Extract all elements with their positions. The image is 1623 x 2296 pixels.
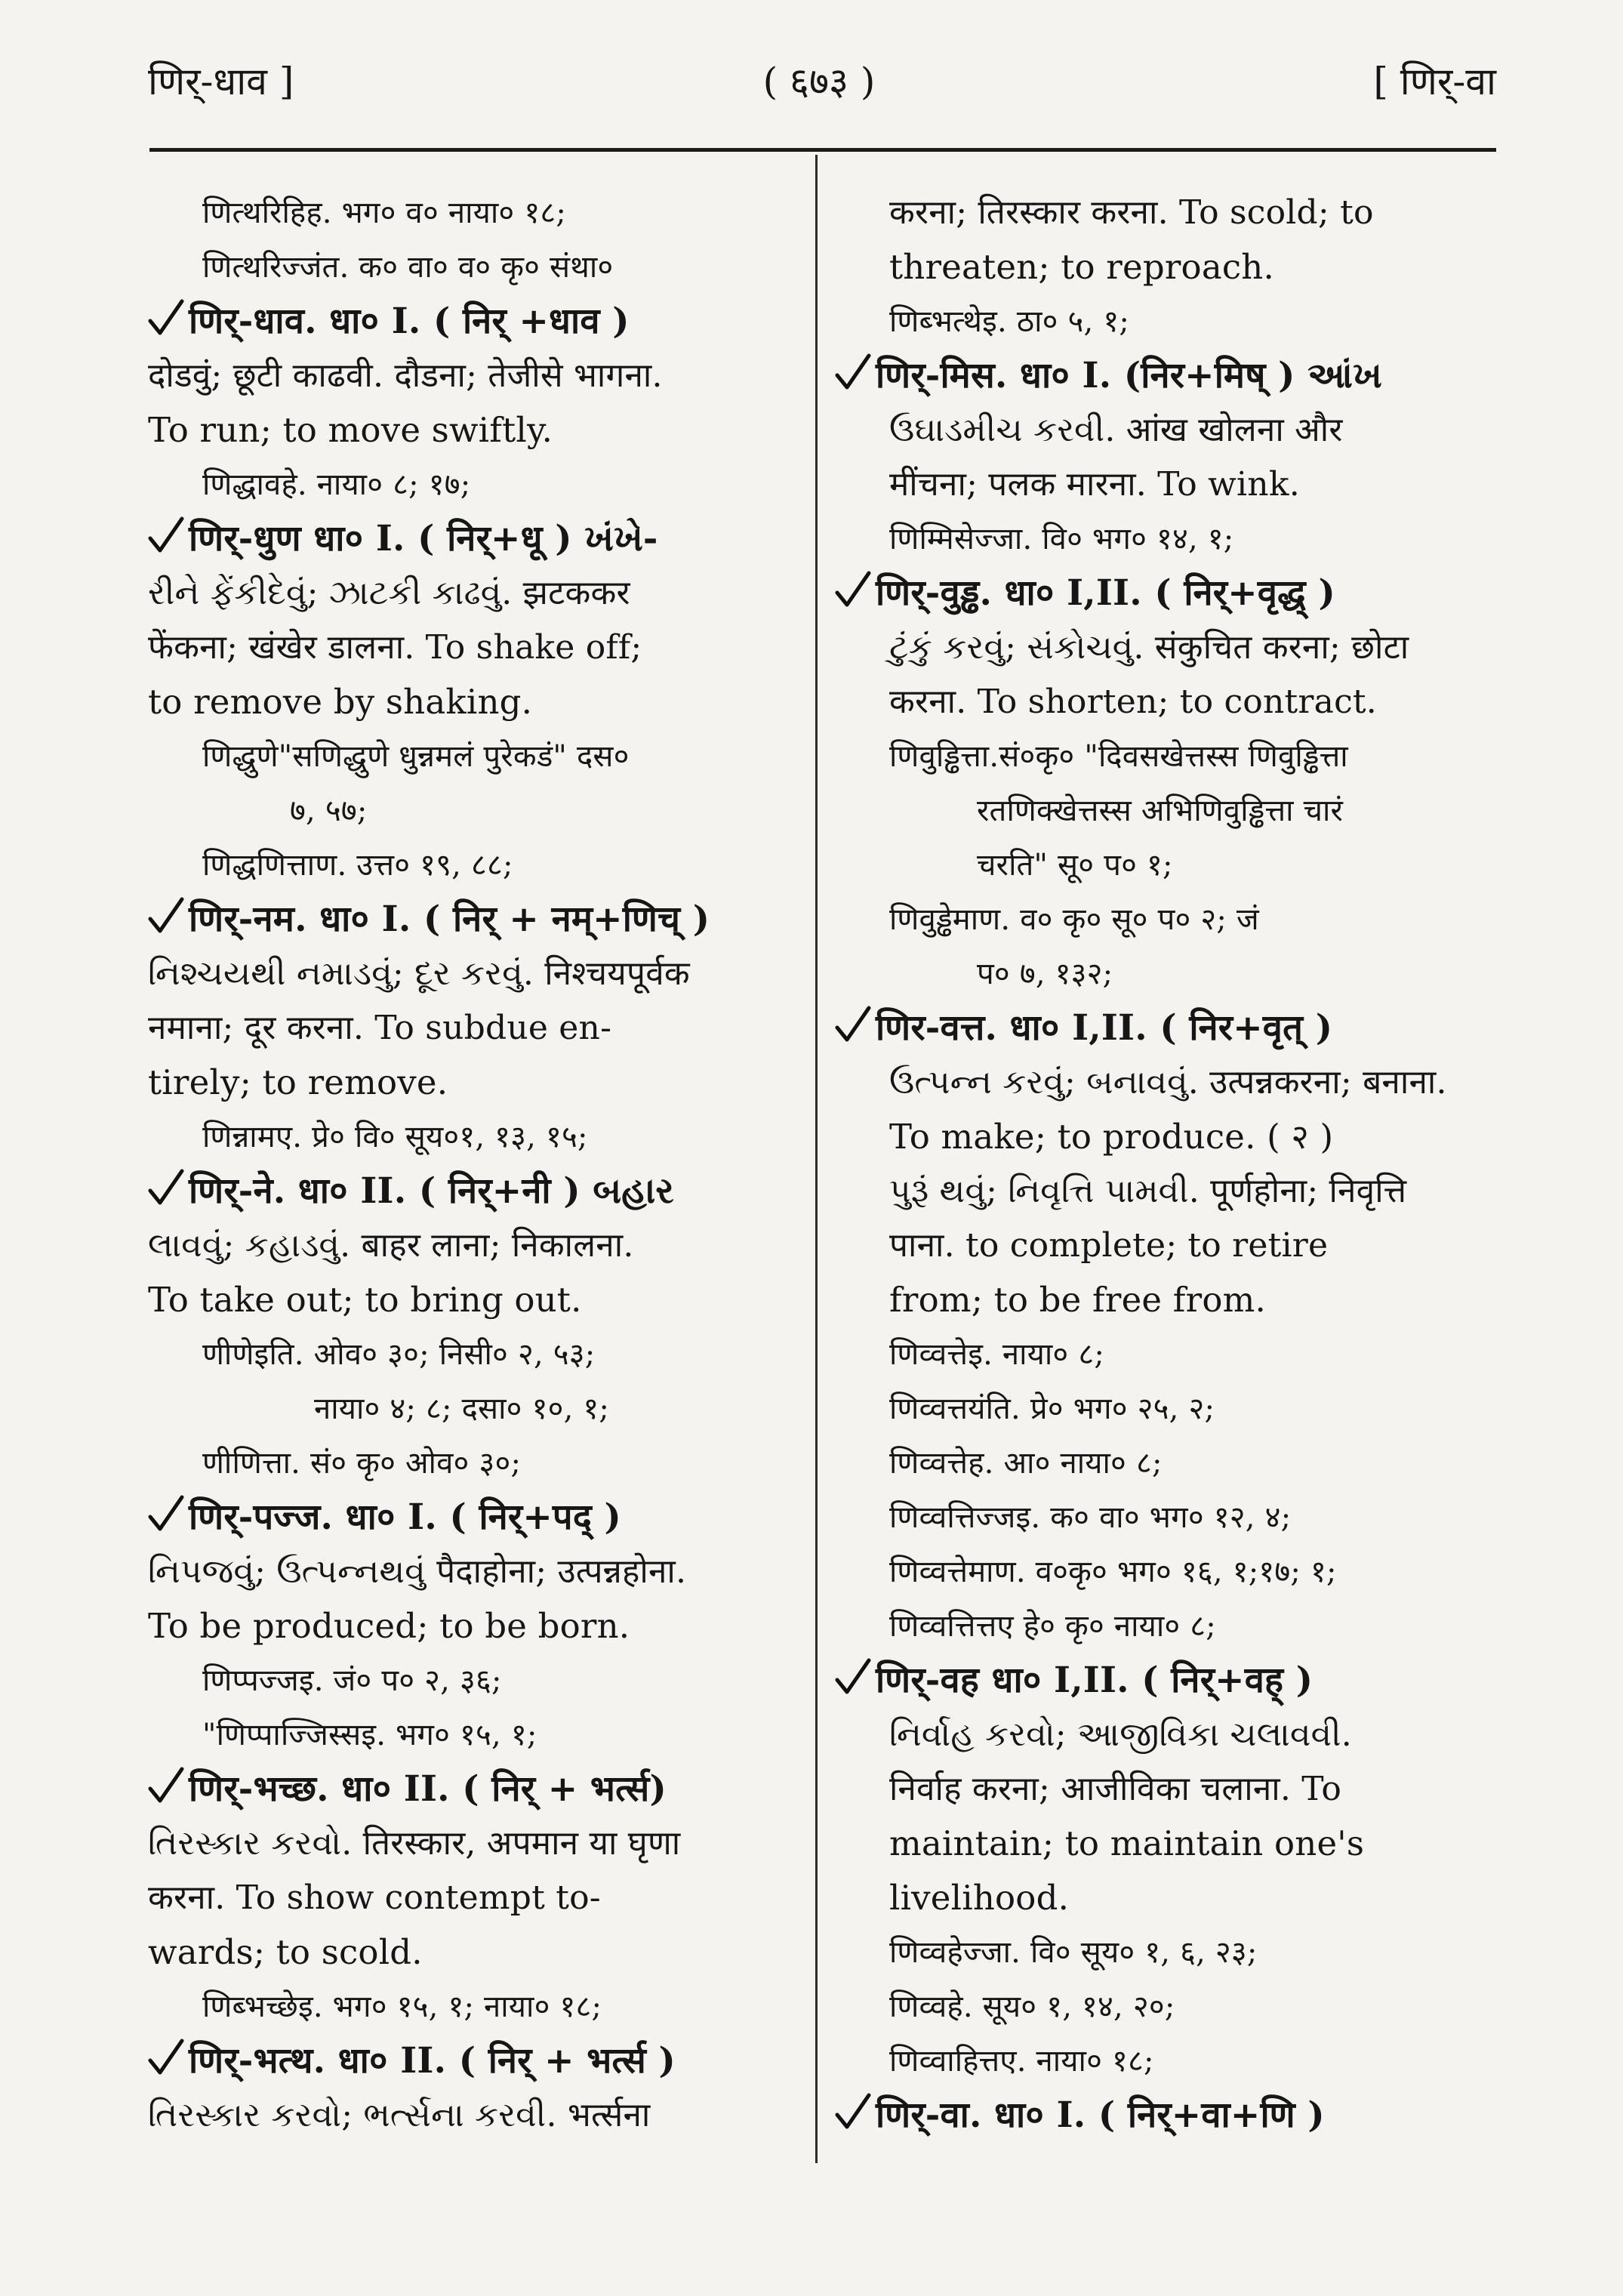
citation-line <box>835 947 1496 1001</box>
entry-headword-line <box>148 2034 799 2088</box>
citation-line <box>835 729 1496 784</box>
definition-line <box>835 1817 1496 1871</box>
line-text: તિરસ્કાર કરવો; ભર્ત્સના કરવી. भर्त्सना <box>148 2096 651 2134</box>
line-text: "णिप्पाज्जिस्सइ. भग० १५, १; <box>202 1718 537 1752</box>
entry-headword-line <box>148 294 799 349</box>
citation-line <box>835 1382 1496 1436</box>
line-text: णिर्-वुड्ढ. धा० I,II. ( निर्+वृद्ध् ) <box>876 572 1335 614</box>
line-text: करना; तिरस्कार करना. To scold; to <box>889 193 1374 232</box>
header-left-guideword: णिर्-धाव ] <box>148 60 294 103</box>
line-text: णिवुड्ढित्ता.सं०कृ० "दिवसखेत्तस्स णिवुड्ढित्ता <box>889 739 1348 774</box>
line-text: णिब्भच्छेइ. भग० १५, १; नाया० १८; <box>202 1989 602 2024</box>
definition-line <box>148 1599 799 1653</box>
citation-line <box>148 1653 799 1708</box>
line-text: नमाना; दूर करना. To subdue en- <box>148 1009 612 1047</box>
definition-line <box>148 947 799 1001</box>
line-text: णिर्-धुण धा० I. ( निर्+धू ) ખંખે- <box>189 518 658 559</box>
definition-line <box>835 1164 1496 1219</box>
line-text: णिद्धणित्ताण. उत्त० १९, ८८; <box>202 848 513 883</box>
root-check-icon <box>835 2092 871 2131</box>
definition-line <box>148 2088 799 2143</box>
definition-line <box>148 1056 799 1110</box>
definition-line <box>148 1925 799 1980</box>
header-rule <box>149 148 1496 152</box>
citation-line <box>148 458 799 512</box>
line-text: નિપજવું; ઉત્પન્નથવું पैदाहोना; उत्पन्नहोना. <box>148 1552 687 1591</box>
entry-headword-line <box>835 349 1496 403</box>
line-text: णिर्-ने. धा० II. ( निर्+नी ) બહાર <box>189 1170 674 1212</box>
line-text: To be produced; to be born. <box>148 1606 630 1646</box>
line-text: ટુંકું કરવું; સંકોચવું. संकुचित करना; छोटा <box>889 628 1409 667</box>
root-check-icon <box>148 1766 184 1805</box>
citation-line <box>835 784 1496 838</box>
line-text: णीणित्ता. सं० कृ० ओव० ३०; <box>202 1446 522 1481</box>
line-text: णिर्-भत्थ. धा० II. ( निर् + भर्त्स ) <box>189 2040 676 2082</box>
root-check-icon <box>148 1168 184 1207</box>
definition-line <box>835 621 1496 675</box>
definition-line <box>148 349 799 403</box>
line-text: to remove by shaking. <box>148 682 533 722</box>
line-text: णिव्वहेज्जा. वि० सूय० १, ६, २३; <box>889 1935 1258 1970</box>
entry-headword-line <box>148 892 799 947</box>
line-text: wards; to scold. <box>148 1932 423 1972</box>
definition-line <box>148 1219 799 1273</box>
line-text: करना. To shorten; to contract. <box>889 683 1377 721</box>
citation-line <box>148 240 799 294</box>
line-text: णिद्धावहे. नाया० ८; १७; <box>202 467 471 502</box>
citation-line <box>835 512 1496 566</box>
root-check-icon <box>148 896 184 935</box>
root-check-icon <box>835 570 871 609</box>
citation-line <box>835 2034 1496 2088</box>
line-text: मींचना; पलक मारना. To wink. <box>889 465 1300 504</box>
line-text: णिर्-मिस. धा० I. (निर+मिष् ) આંખ <box>876 355 1382 396</box>
line-text: णित्थरिहिह. भग० व० नाया० १८; <box>202 196 567 230</box>
citation-line <box>835 1925 1496 1980</box>
left-column <box>148 186 799 2143</box>
definition-line <box>148 1817 799 1871</box>
entry-headword-line <box>835 2088 1496 2143</box>
citation-line <box>148 1980 799 2034</box>
line-text: णिव्वत्तिज्जइ. क० वा० भग० १२, ४; <box>889 1500 1292 1535</box>
line-text: maintain; to maintain one's <box>889 1823 1365 1863</box>
definition-line <box>835 1762 1496 1817</box>
line-text: To run; to move swiftly. <box>148 410 553 450</box>
line-text: करना. To show contempt to- <box>148 1878 601 1917</box>
entry-headword-line <box>148 512 799 566</box>
entry-headword-line <box>148 1490 799 1545</box>
line-text: તિરસ્કાર કરવો. तिरस्कार, अपमान या घृणा <box>148 1824 681 1863</box>
line-text: फेंकना; खंखेर डालना. To shake off; <box>148 628 642 667</box>
root-check-icon <box>835 1005 871 1044</box>
citation-line <box>148 729 799 784</box>
line-text: णीणेइति. ओव० ३०; निसी० २, ५३; <box>202 1337 596 1372</box>
line-text: णिम्मिसेज्जा. वि० भग० १४, १; <box>889 522 1234 556</box>
definition-line <box>148 675 799 729</box>
entry-headword-line <box>835 1001 1496 1056</box>
line-text: णिर-वत्त. धा० I,II. ( निर+वृत् ) <box>876 1007 1333 1049</box>
header-right-guideword: [ णिर्-वा <box>1373 60 1496 103</box>
root-check-icon <box>148 298 184 337</box>
line-text: નિર્વાહ કરવો; આજીવિકા ચલાવવી. <box>889 1715 1352 1754</box>
line-text: णिव्वत्तित्तए हे० कृ० नाया० ८; <box>889 1609 1216 1644</box>
line-text: णिर्-नम. धा० I. ( निर् + नम्+णिच् ) <box>189 898 710 940</box>
citation-line <box>148 1110 799 1164</box>
definition-line <box>148 1273 799 1327</box>
line-text: णिव्वत्तेइ. नाया० ८; <box>889 1337 1105 1372</box>
definition-line <box>835 1871 1496 1925</box>
page-number: ( ६७३ ) <box>762 60 876 103</box>
line-text: रतणिक्खेत्तस्स अभिणिवुड्ढित्ता चारं <box>977 794 1344 828</box>
definition-line <box>148 403 799 458</box>
citation-line <box>148 838 799 892</box>
column-divider <box>815 155 818 2163</box>
citation-line <box>148 784 799 838</box>
line-text: णिव्वत्तेमाण. व०कृ० भग० १६, १;१७; १; <box>889 1555 1337 1589</box>
citation-line <box>835 1436 1496 1490</box>
line-text: ઉઘાડમીચ કરવી. आंख खोलना और <box>889 411 1343 449</box>
line-text: णिर्-पज्ज. धा० I. ( निर्+पद् ) <box>189 1496 621 1538</box>
root-check-icon <box>835 1657 871 1697</box>
definition-line <box>148 1001 799 1056</box>
line-text: ઉત્પન્ન કરવું; બનાવવું. उत्पन्नकरना; बनाना. <box>889 1063 1447 1102</box>
citation-line <box>148 1327 799 1382</box>
citation-line <box>148 186 799 240</box>
citation-line <box>835 1980 1496 2034</box>
line-text: પુરૂં થવું; નિવૃત્તિ પામવી. पूर्णहोना; निवृत्ति <box>889 1172 1407 1210</box>
line-text: णिव्वत्तयंति. प्रे० भग० २५, २; <box>889 1391 1215 1426</box>
line-text: રીને ફેંકીદેવું; ઝાટકી કાઢવું. झटककर <box>148 574 630 612</box>
line-text: णिवुड्ढेमाण. व० कृ० सू० प० २; जं <box>889 902 1259 937</box>
citation-line <box>835 892 1496 947</box>
definition-line <box>148 566 799 621</box>
citation-line <box>835 294 1496 349</box>
definition-line <box>835 1056 1496 1110</box>
line-text: from; to be free from. <box>889 1280 1266 1320</box>
line-text: tirely; to remove. <box>148 1062 448 1102</box>
line-text: णिर्-धाव. धा० I. ( निर् +धाव ) <box>189 300 630 342</box>
line-text: threaten; to reproach. <box>889 247 1274 287</box>
entry-headword-line <box>148 1762 799 1817</box>
definition-line <box>148 1871 799 1925</box>
line-text: णिर्-वह धा० I,II. ( निर्+वह् ) <box>876 1660 1313 1701</box>
line-text: णिन्नामए. प्रे० वि० सूय०१, १३, १५; <box>202 1120 588 1154</box>
line-text: णिब्भत्थेइ. ठा० ५, १; <box>889 304 1130 339</box>
line-text: नाया० ४; ८; दसा० १०, १; <box>314 1391 610 1426</box>
root-check-icon <box>148 516 184 555</box>
line-text: णिव्वहे. सूय० १, १४, २०; <box>889 1989 1175 2024</box>
definition-line <box>835 1110 1496 1164</box>
line-text: पाना. to complete; to retire <box>889 1226 1329 1265</box>
line-text: णित्थरिज्जंत. क० वा० व० कृ० संथा० <box>202 250 614 285</box>
definition-line <box>835 675 1496 729</box>
line-text: णिव्वत्तेह. आ० नाया० ८; <box>889 1446 1163 1481</box>
line-text: प० ७, १३२; <box>977 957 1113 991</box>
definition-line <box>835 240 1496 294</box>
definition-line <box>835 403 1496 458</box>
definition-line <box>148 1545 799 1599</box>
root-check-icon <box>835 353 871 392</box>
citation-line <box>835 1327 1496 1382</box>
citation-line <box>148 1436 799 1490</box>
definition-line <box>835 1273 1496 1327</box>
line-text: णिर्-वा. धा० I. ( निर्+वा+णि ) <box>876 2094 1325 2136</box>
citation-line <box>835 838 1496 892</box>
entry-headword-line <box>835 566 1496 621</box>
right-column <box>835 186 1496 2143</box>
definition-line <box>835 186 1496 240</box>
line-text: To make; to produce. ( २ ) <box>889 1117 1334 1157</box>
line-text: livelihood. <box>889 1878 1070 1918</box>
citation-line <box>835 1545 1496 1599</box>
definition-line <box>835 1219 1496 1273</box>
line-text: दोडवुं; छूटी काढवी. दौडना; तेजीसे भागना. <box>148 356 663 395</box>
line-text: णिप्पज्जइ. जं० प० २, ३६; <box>202 1663 502 1698</box>
line-text: चरति" सू० प० १; <box>977 848 1173 883</box>
definition-line <box>835 1708 1496 1762</box>
citation-line <box>148 1708 799 1762</box>
citation-line <box>148 1382 799 1436</box>
definition-line <box>148 621 799 675</box>
line-text: To take out; to bring out. <box>148 1280 582 1320</box>
citation-line <box>835 1599 1496 1653</box>
line-text: निर्वाह करना; आजीविका चलाना. To <box>889 1770 1342 1808</box>
root-check-icon <box>148 2038 184 2077</box>
line-text: णिद्धुणे"सणिद्धुणे धुन्नमलं पुरेकडं" दस० <box>202 739 630 774</box>
entry-headword-line <box>835 1653 1496 1708</box>
citation-line <box>835 1490 1496 1545</box>
line-text: નિશ્ચયથી નમાડવું; દૂર કરવું. निश्चयपूर्वक <box>148 954 690 993</box>
root-check-icon <box>148 1494 184 1533</box>
definition-line <box>835 458 1496 512</box>
line-text: ७, ५७; <box>290 794 368 828</box>
line-text: લાવવું; કહાડવું. बाहर लाना; निकालना. <box>148 1226 634 1265</box>
entry-headword-line <box>148 1164 799 1219</box>
line-text: णिव्वाहित्तए. नाया० १८; <box>889 2044 1154 2079</box>
line-text: णिर्-भच्छ. धा० II. ( निर् + भर्त्स) <box>189 1768 667 1810</box>
